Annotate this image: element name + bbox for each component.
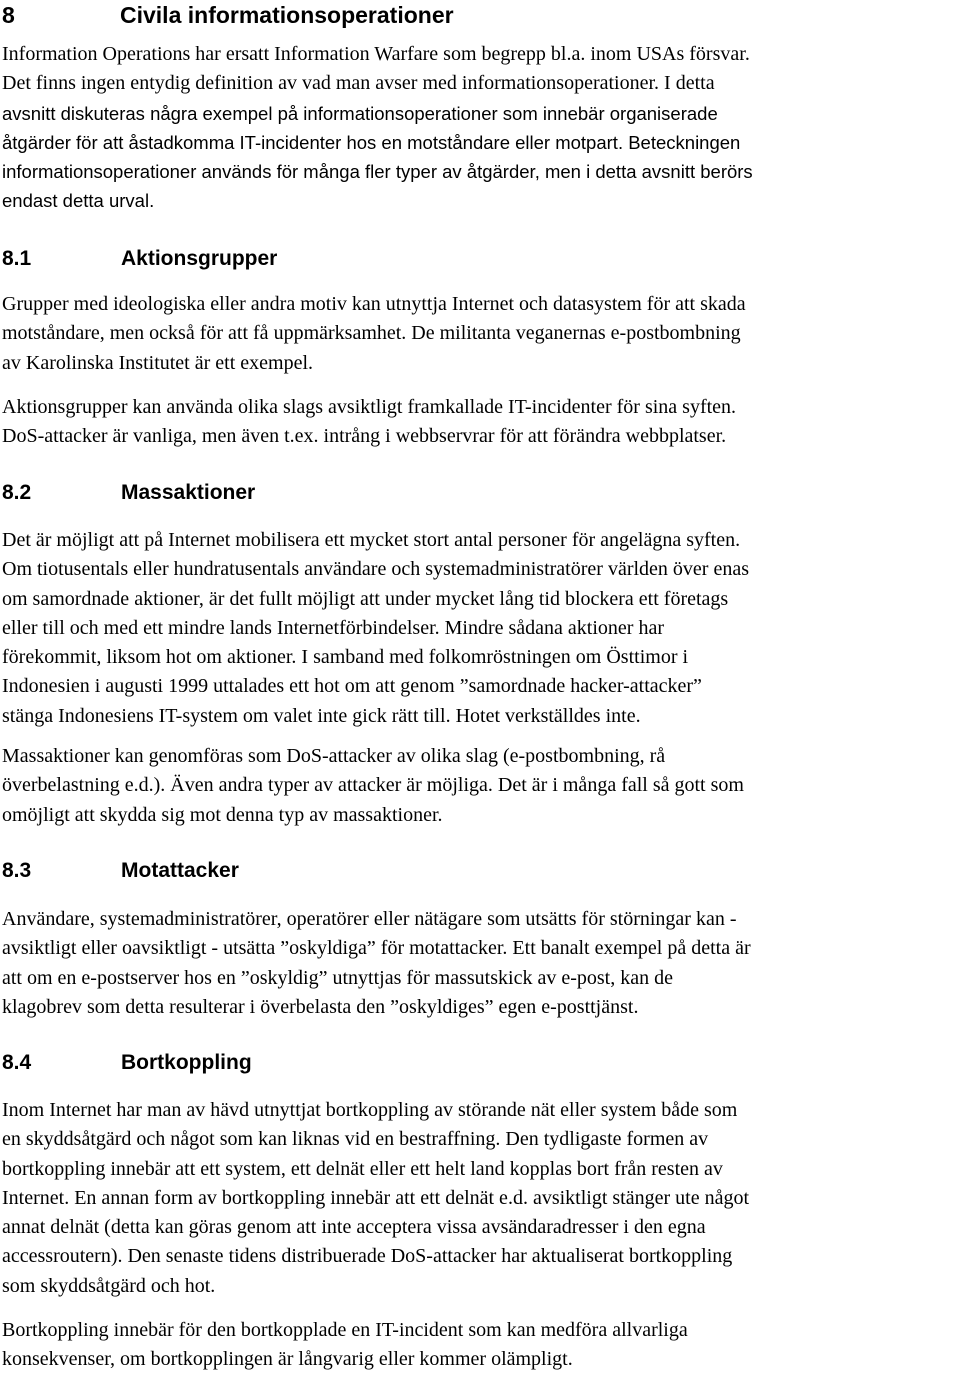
section-paragraph xyxy=(2,742,744,830)
section-title: Bortkoppling xyxy=(121,1051,252,1074)
intro-line: informationsoperationer används för många fler typer av åtgärder, men i detta avsnitt berörs xyxy=(2,161,753,183)
paragraph-line: annat delnät (detta kan göras genom att inte acceptera vissa avsändaradresser i den egna xyxy=(2,1216,706,1239)
section-title: Aktionsgrupper xyxy=(121,247,278,270)
section-heading xyxy=(2,479,255,507)
paragraph-line: förekommit, liksom hot om aktioner. I samband med folkomröstningen om Östtimor i xyxy=(2,646,689,669)
section-number: 8.4 xyxy=(2,1051,32,1074)
section-paragraph xyxy=(2,526,749,731)
paragraph-line: stänga Indonesiens IT-system om valet inte gick rätt till. Hotet verkställdes inte. xyxy=(2,704,641,727)
section-paragraph xyxy=(2,393,736,452)
chapter-title: Civila informationsoperationer xyxy=(120,2,454,28)
intro-line: Information Operations har ersatt Information Warfare som begrepp bl.a. inom USAs försvar. xyxy=(2,43,750,65)
chapter-heading xyxy=(2,0,454,30)
section-paragraph xyxy=(2,905,751,1022)
paragraph-line: eller till och med ett mindre lands Internetförbindelser. Mindre sådana aktioner har xyxy=(2,616,664,639)
paragraph-line: överbelastning e.d.). Även andra typer av attacker är möjliga. Det är i många fall så gott som xyxy=(2,774,744,797)
section-heading xyxy=(2,245,277,273)
paragraph-line: konsekvenser, om bortkopplingen är långvarig eller kommer olämpligt. xyxy=(2,1348,573,1371)
section-paragraph xyxy=(2,1096,749,1301)
paragraph-line: av Karolinska Institutet är ett exempel. xyxy=(2,351,314,374)
paragraph-line: klagobrev som detta resulterar i överbelasta den ”oskyldiges” egen e-posttjänst. xyxy=(2,995,639,1018)
paragraph-line: motståndare, men också för att få uppmärksamhet. De militanta veganernas e-postbombning xyxy=(2,322,741,345)
section-title: Massaktioner xyxy=(121,481,256,504)
intro-line: endast detta urval. xyxy=(2,190,155,212)
section-title: Motattacker xyxy=(121,859,239,882)
paragraph-line: att om en e-postserver hos en ”oskyldig” utnyttjas för massutskick av e-post, kan de xyxy=(2,966,673,989)
paragraph-line: accessroutern). Den senaste tidens distribuerade DoS-attacker har aktualiserat bortkoppling xyxy=(2,1245,733,1268)
chapter-number: 8 xyxy=(2,2,15,28)
paragraph-line: omöjligt att skydda sig mot denna typ av massaktioner. xyxy=(2,803,443,826)
paragraph-line: Det är möjligt att på Internet mobilisera ett mycket stort antal personer för angelägna syften. xyxy=(2,529,741,551)
paragraph-line: om samordnade aktioner, är det fullt möjligt att under mycket lång tid blockera ett företags xyxy=(2,587,729,610)
paragraph-line: som skyddsåtgärd och hot. xyxy=(2,1274,216,1297)
paragraph-line: bortkoppling innebär att ett system, ett delnät eller ett helt land kopplas bort från resten av xyxy=(2,1157,723,1180)
intro-line: Det finns ingen entydig definition av vad man avser med informationsoperationer. I detta xyxy=(2,72,715,95)
paragraph-line: en skyddsåtgärd och något som kan liknas vid en bestraffning. Den tydligaste formen av xyxy=(2,1128,709,1151)
paragraph-line: Om tiotusentals eller hundratusentals användare och systemadministratörer världen över enas xyxy=(2,558,749,581)
intro-line: åtgärder för att åstadkomma IT-incidenter hos en motståndare eller motpart. Beteckningen xyxy=(2,131,741,153)
section-number: 8.3 xyxy=(2,859,32,882)
paragraph-line: Massaktioner kan genomföras som DoS-attacker av olika slag (e-postbombning, rå xyxy=(2,745,666,767)
section-heading xyxy=(2,1049,252,1077)
section-number: 8.2 xyxy=(2,481,32,504)
intro-paragraph xyxy=(2,40,753,216)
paragraph-line: avsiktligt eller oavsiktligt - utsätta ”oskyldiga” för motattacker. Ett banalt exempel på detta är xyxy=(2,937,751,960)
paragraph-line: DoS-attacker är vanliga, men även t.ex. intrång i webbservrar för att förändra webbplatser. xyxy=(2,425,727,448)
paragraph-line: Indonesien i augusti 1999 uttalades ett hot om att genom ”samordnade hacker-attacker” xyxy=(2,675,702,698)
paragraph-line: Bortkoppling innebär för den bortkopplade en IT-incident som kan medföra allvarliga xyxy=(2,1319,688,1341)
paragraph-line: Grupper med ideologiska eller andra motiv kan utnyttja Internet och datasystem för att skada xyxy=(2,293,746,315)
section-heading xyxy=(2,857,239,885)
paragraph-line: Aktionsgrupper kan använda olika slags avsiktligt framkallade IT-incidenter för sina syften. xyxy=(2,396,737,418)
section-paragraph xyxy=(2,290,746,378)
paragraph-line: Inom Internet har man av hävd utnyttjat bortkoppling av störande nät eller system både som xyxy=(2,1099,738,1121)
paragraph-line: Användare, systemadministratörer, operatörer eller nätägare som utsätts för störningar kan - xyxy=(2,908,737,930)
paragraph-line: Internet. En annan form av bortkoppling innebär att ett delnät e.d. avsiktligt stänger ute något xyxy=(2,1186,750,1209)
intro-line: avsnitt diskuteras några exempel på informationsoperationer som innebär organiserade xyxy=(2,102,718,124)
section-number: 8.1 xyxy=(2,247,32,270)
section-paragraph xyxy=(2,1316,688,1375)
